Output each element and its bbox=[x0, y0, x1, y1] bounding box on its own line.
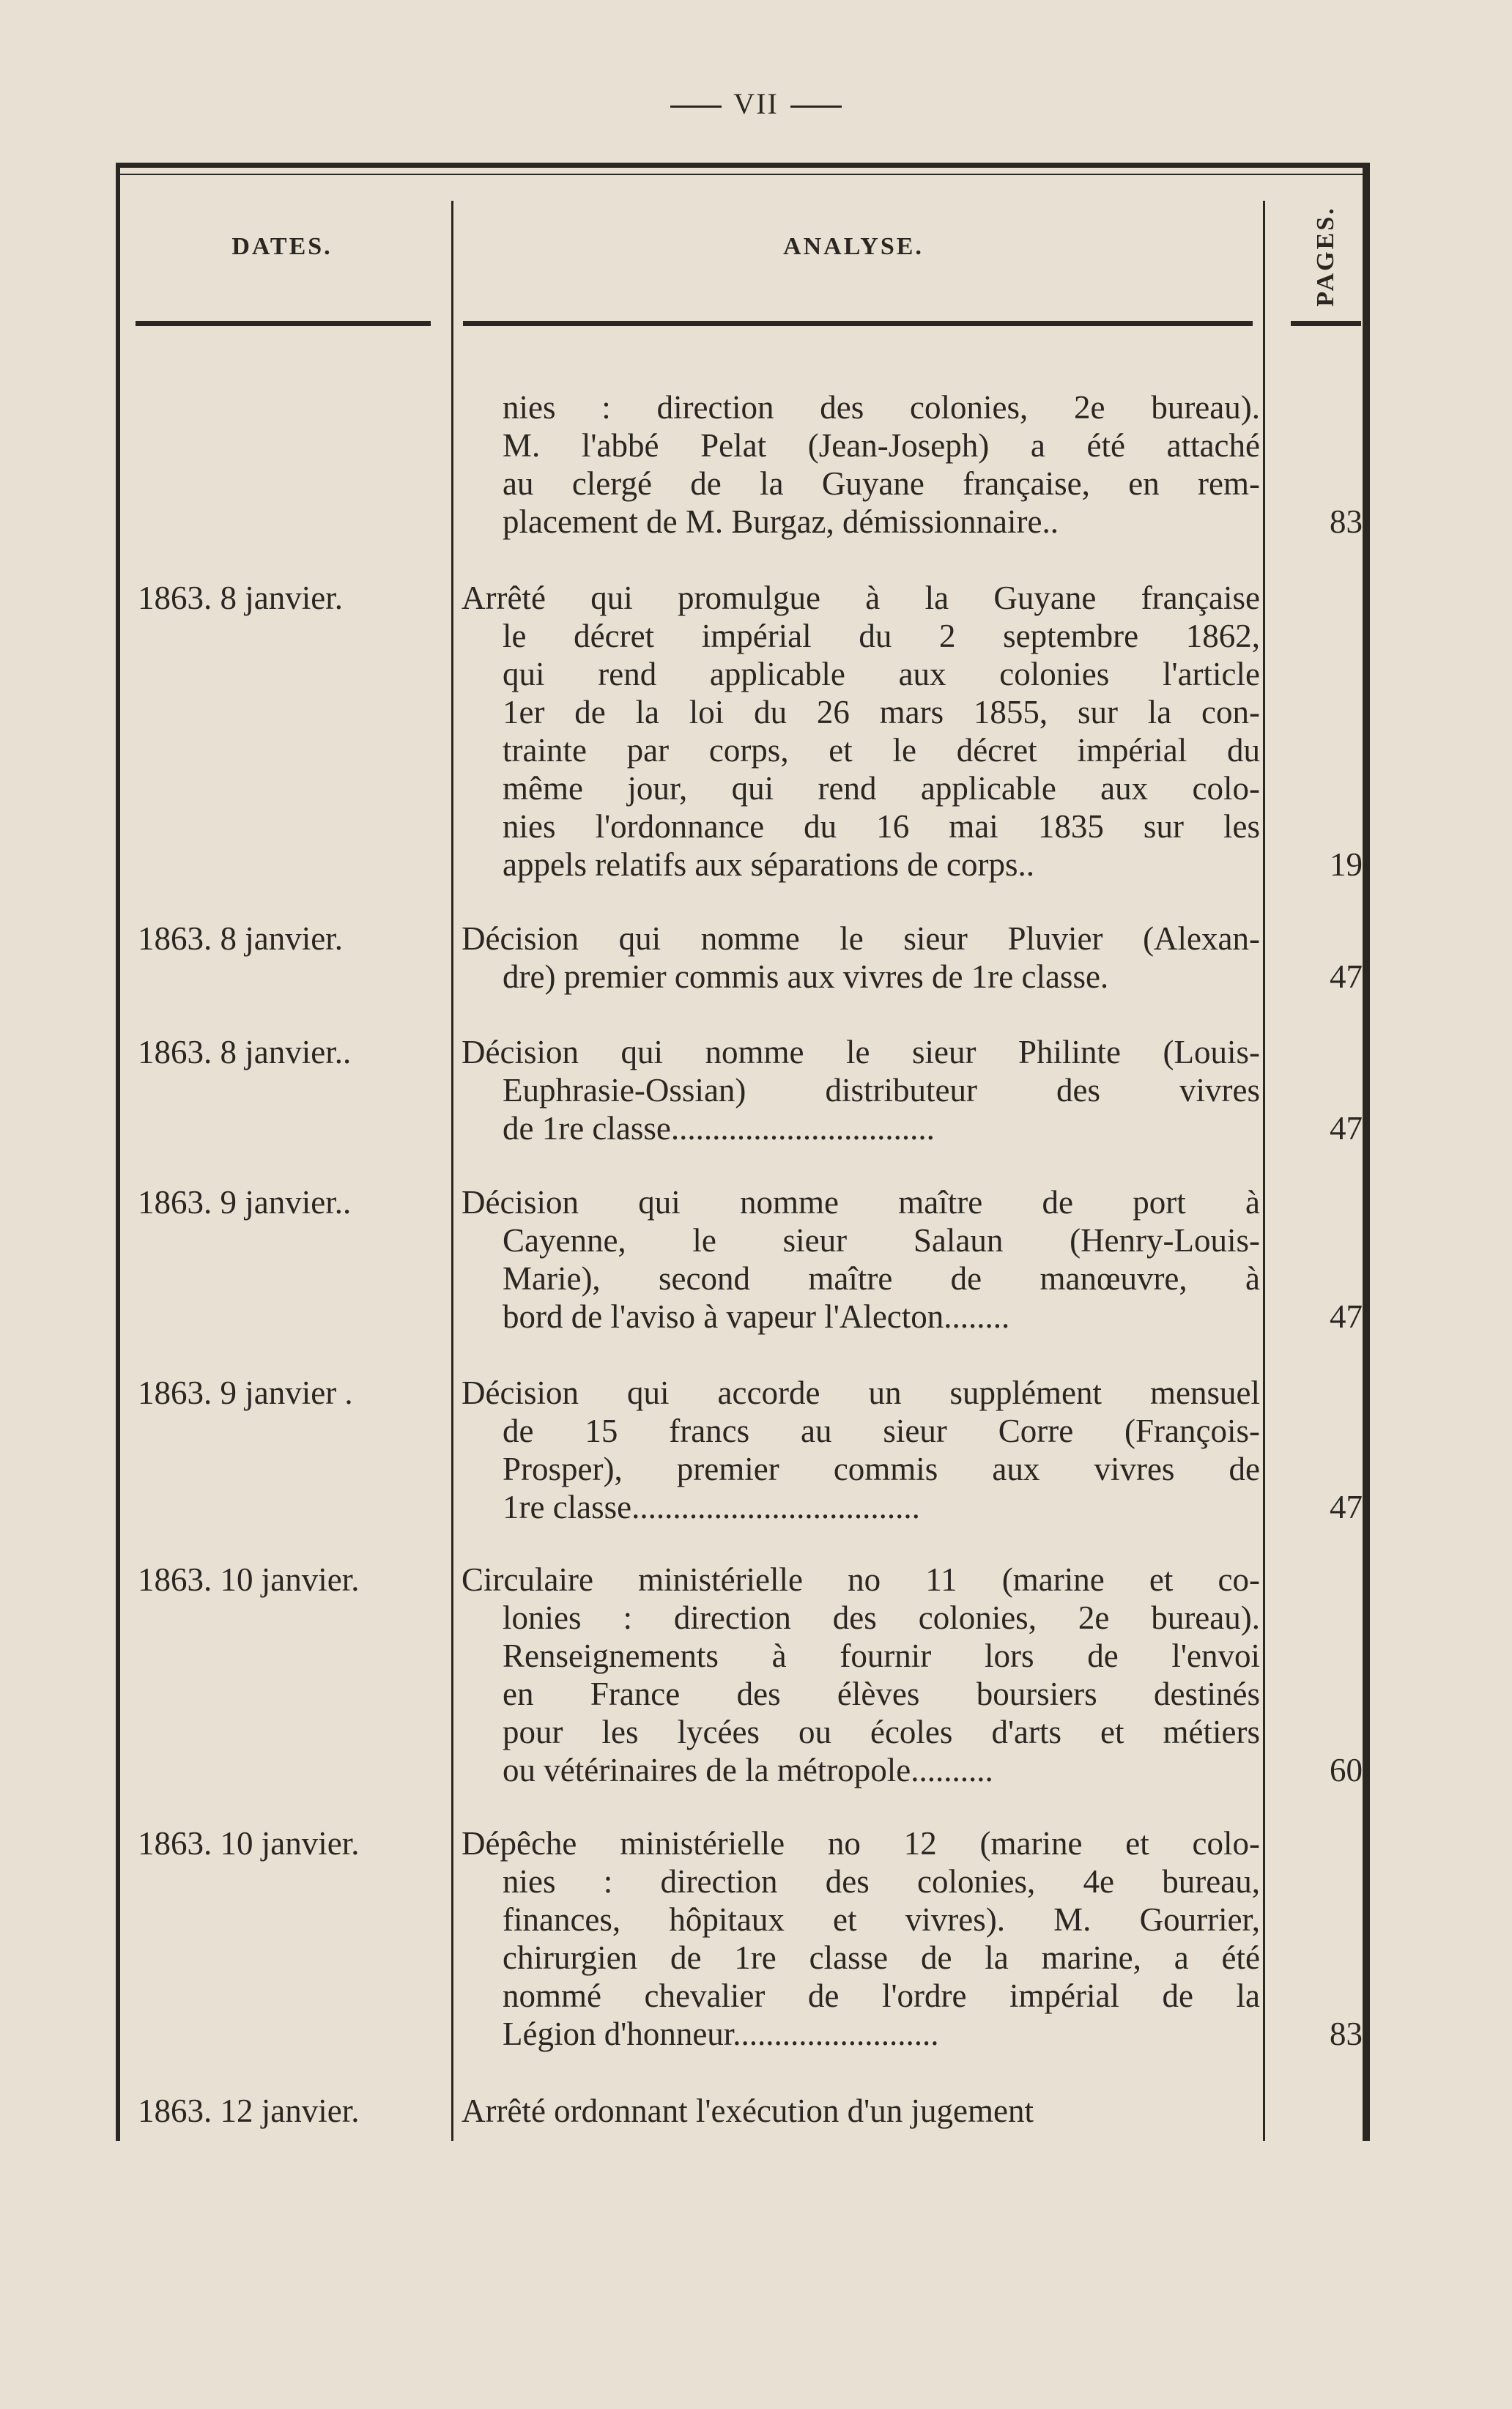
entry-date: 1863. 9 janvier.. bbox=[138, 1184, 352, 1221]
entry-analyse-line: nies l'ordonnance du 16 mai 1835 sur les bbox=[503, 808, 1260, 845]
entry-analyse-line: 1re classe................................... bbox=[503, 1489, 920, 1525]
entry-analyse bbox=[462, 2092, 1260, 2130]
entry-page-number: 60 bbox=[1330, 1752, 1363, 1788]
entry-analyse-line: Légion d'honneur......................... bbox=[503, 2016, 939, 2052]
entry-analyse-line: finances, hôpitaux et vivres). M. Gourrier, bbox=[503, 1901, 1260, 1938]
entry-analyse-line: Arrêté ordonnant l'exécution d'un jugement bbox=[462, 2092, 1034, 2129]
entry-analyse-line: Décision qui nomme le sieur Philinte (Louis- bbox=[462, 1034, 1260, 1070]
entry-page-number: 47 bbox=[1330, 1298, 1363, 1335]
entry-date: 1863. 9 janvier . bbox=[138, 1374, 353, 1411]
entry-analyse-line: de 15 francs au sieur Corre (François- bbox=[503, 1413, 1260, 1449]
entry-analyse-line: Décision qui accorde un supplément mensuel bbox=[462, 1374, 1260, 1411]
entry-date: 1863. 8 janvier. bbox=[138, 580, 343, 616]
entry-date: 1863. 8 janvier.. bbox=[138, 1034, 352, 1070]
entry-analyse-line: Euphrasie-Ossian) distributeur des vivres bbox=[503, 1072, 1260, 1109]
entry-analyse bbox=[462, 388, 1260, 541]
entry-analyse-line: Renseignements à fournir lors de l'envoi bbox=[503, 1638, 1260, 1674]
entry-analyse-line: appels relatifs aux séparations de corps.. bbox=[503, 846, 1034, 883]
entry-page-number: 47 bbox=[1330, 1110, 1363, 1147]
entry-analyse-line: placement de M. Burgaz, démissionnaire.. bbox=[503, 503, 1059, 540]
column-header-analyse: ANALYSE. bbox=[783, 233, 924, 260]
entry-analyse-line: dre) premier commis aux vivres de 1re classe. bbox=[503, 958, 1109, 995]
entry-analyse-line: le décret impérial du 2 septembre 1862, bbox=[503, 618, 1260, 654]
entry-analyse-line: au clergé de la Guyane française, en rem- bbox=[503, 465, 1260, 502]
entry-analyse bbox=[462, 1824, 1260, 2053]
entry-analyse-line: Décision qui nomme le sieur Pluvier (Alexan- bbox=[462, 920, 1260, 957]
entry-analyse-line: Cayenne, le sieur Salaun (Henry-Louis- bbox=[503, 1222, 1260, 1259]
entry-date: 1863. 10 janvier. bbox=[138, 1825, 360, 1862]
entry-analyse-line: Marie), second maître de manœuvre, à bbox=[503, 1260, 1260, 1297]
entry-analyse bbox=[462, 1561, 1260, 1789]
entry-page-number: 83 bbox=[1330, 503, 1363, 540]
entry-analyse bbox=[462, 1183, 1260, 1336]
entry-analyse-line: nies : direction des colonies, 4e bureau, bbox=[503, 1863, 1260, 1900]
entry-analyse bbox=[462, 579, 1260, 884]
entry-date: 1863. 8 janvier. bbox=[138, 920, 343, 957]
entry-analyse bbox=[462, 1033, 1260, 1147]
entry-page-number: 19 bbox=[1330, 846, 1363, 883]
entry-page-number: 47 bbox=[1330, 1489, 1363, 1525]
entry-analyse-line: trainte par corps, et le décret impérial du bbox=[503, 732, 1260, 769]
entry-page-number: 47 bbox=[1330, 958, 1363, 995]
column-header-pages-label: PAGES. bbox=[1312, 206, 1339, 307]
entry-page-number: 83 bbox=[1330, 2016, 1363, 2052]
entry-analyse bbox=[462, 919, 1260, 996]
entry-analyse-line: 1er de la loi du 26 mars 1855, sur la con- bbox=[503, 694, 1260, 730]
entry-analyse-line: de 1re classe................................ bbox=[503, 1110, 935, 1147]
entry-analyse-line: lonies : direction des colonies, 2e bureau). bbox=[503, 1599, 1260, 1636]
entry-date: 1863. 12 janvier. bbox=[138, 2092, 360, 2129]
entry-analyse-line: Circulaire ministérielle no 11 (marine et co- bbox=[462, 1561, 1260, 1598]
entry-analyse-line: Prosper), premier commis aux vivres de bbox=[503, 1451, 1260, 1487]
entry-analyse-line: qui rend applicable aux colonies l'article bbox=[503, 656, 1260, 692]
entry-analyse-line: chirurgien de 1re classe de la marine, a été bbox=[503, 1939, 1260, 1976]
entry-analyse-line: en France des élèves boursiers destinés bbox=[503, 1676, 1260, 1712]
column-header-dates: DATES. bbox=[231, 233, 333, 260]
entry-analyse-line: nies : direction des colonies, 2e bureau). bbox=[503, 389, 1260, 426]
entry-analyse-line: M. l'abbé Pelat (Jean-Joseph) a été attaché bbox=[503, 427, 1260, 464]
entry-analyse-line: pour les lycées ou écoles d'arts et métiers bbox=[503, 1714, 1260, 1750]
entry-analyse-line: Arrêté qui promulgue à la Guyane française bbox=[462, 580, 1260, 616]
entry-analyse-line: ou vétérinaires de la métropole.......... bbox=[503, 1752, 993, 1788]
entry-analyse-line: même jour, qui rend applicable aux colo- bbox=[503, 770, 1260, 807]
entry-analyse-line: bord de l'aviso à vapeur l'Alecton........ bbox=[503, 1298, 1010, 1335]
page-number-roman: VII bbox=[733, 87, 779, 120]
entry-analyse bbox=[462, 1374, 1260, 1526]
entry-analyse-line: Dépêche ministérielle no 12 (marine et colo- bbox=[462, 1825, 1260, 1862]
entry-analyse-line: nommé chevalier de l'ordre impérial de la bbox=[503, 1977, 1260, 2014]
entry-date: 1863. 10 janvier. bbox=[138, 1561, 360, 1598]
entry-analyse-line: Décision qui nomme maître de port à bbox=[462, 1184, 1260, 1221]
